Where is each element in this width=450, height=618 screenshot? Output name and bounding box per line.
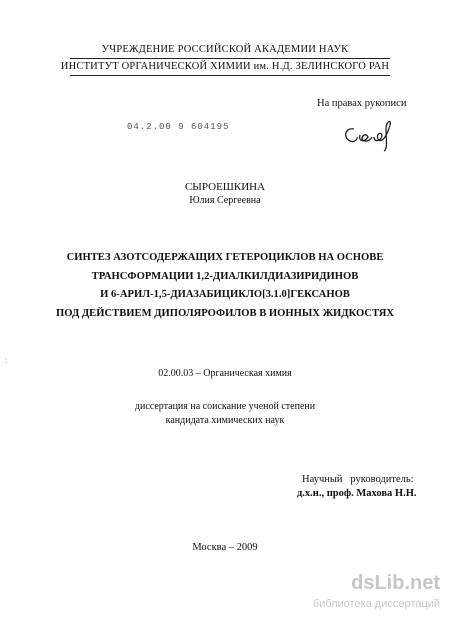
institution-line-2: ИНСТИТУТ ОРГАНИЧЕСКОЙ ХИМИИ им. Н.Д. ЗЕЛИНСКОГО РАН bbox=[60, 61, 390, 72]
author-surname: СЫРОЕШКИНА bbox=[184, 181, 266, 193]
watermark[interactable] bbox=[282, 572, 450, 618]
supervisor-label: Научный руководитель: bbox=[302, 474, 414, 485]
supervisor-name: д.х.н., проф. Махова Н.Н. bbox=[297, 488, 417, 499]
author-name: Юлия Сергеевна bbox=[189, 195, 261, 206]
institution-line-1: УЧРЕЖДЕНИЕ РОССИЙСКОЙ АКАДЕМИИ НАУК bbox=[101, 44, 349, 55]
header-divider-2 bbox=[70, 75, 390, 76]
library-stamp-number: 04.2.00 9 604195 bbox=[127, 122, 230, 132]
header-divider-1 bbox=[70, 58, 390, 59]
specialty: 02.00.03 – Органическая химия bbox=[158, 368, 292, 379]
rights-note: На правах рукописи bbox=[317, 98, 407, 109]
dissertation-line-1: диссертация на соискание ученой степени bbox=[134, 401, 316, 412]
watermark-logo: dsLib.net bbox=[351, 572, 440, 594]
margin-mark: : bbox=[5, 355, 8, 365]
city-year: Москва – 2009 bbox=[192, 542, 258, 553]
title-line-1: СИНТЕЗ АЗОТСОДЕРЖАЩИХ ГЕТЕРОЦИКЛОВ НА ОСНОВЕ bbox=[66, 252, 384, 263]
handwritten-signature bbox=[336, 115, 406, 155]
watermark-subtitle: библиотека диссертаций bbox=[312, 598, 440, 610]
title-line-2: ТРАНСФОРМАЦИИ 1,2-ДИАЛКИЛДИАЗИРИДИНОВ bbox=[91, 270, 359, 282]
dissertation-line-2: кандидата химических наук bbox=[165, 415, 285, 426]
title-line-3: И 6-АРИЛ-1,5-ДИАЗАБИЦИКЛО[3.1.0]ГЕКСАНОВ bbox=[100, 289, 350, 300]
title-line-4: ПОД ДЕЙСТВИЕМ ДИПОЛЯРОФИЛОВ В ИОННЫХ ЖИДКОСТЯХ bbox=[56, 307, 394, 319]
dissertation-title bbox=[0, 249, 450, 323]
dissertation-type bbox=[0, 400, 450, 428]
